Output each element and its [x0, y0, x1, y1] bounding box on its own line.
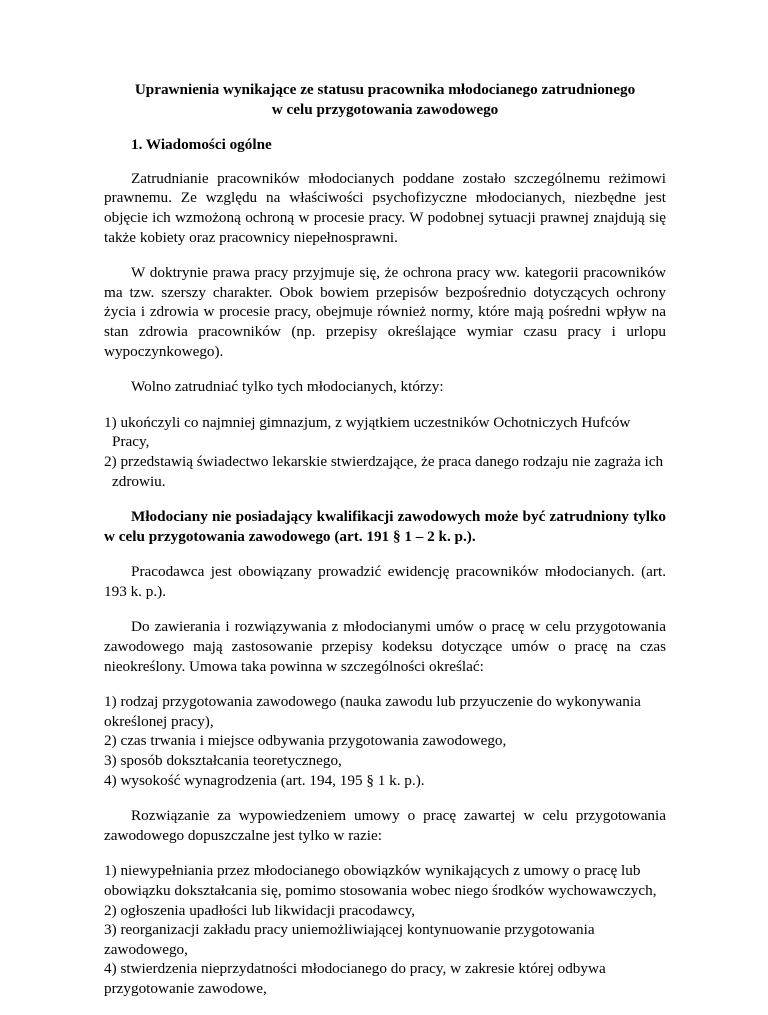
list-item: 2) przedstawią świadectwo lekarskie stwierdzające, że praca danego rodzaju nie zagraża ich zdrowiu.: [104, 452, 664, 490]
paragraph-doctrine: W doktrynie prawa pracy przyjmuje się, że ochrona pracy ww. kategorii pracowników ma tzw. szerszy charakter. Obok bowiem przepisów bezpośrednio dotyczących ochrony życia i zdrowia w procesie pracy, obejmuje również normy, które mają pośredni wpływ na stan zdrowia pracowników (np. przepisy określające wymiar czasu pracy i urlopu wypoczynkowego).: [104, 264, 666, 360]
paragraph-bold-rule: Młodociany nie posiadający kwalifikacji zawodowych może być zatrudniony tylko w celu przygotowania zawodowego (art. 191 § 1 – 2 k. p.).: [104, 508, 666, 545]
document-page: [104, 80, 666, 1015]
document-title-line-1: Uprawnienia wynikające ze statusu pracownika młodocianego zatrudnionego: [134, 81, 636, 98]
paragraph-contracts: Do zawierania i rozwiązywania z młodocianymi umów o pracę w celu przygotowania zawodowego mają zastosowanie przepisy kodeksu dotyczące umów o pracę na czas nieokreślony. Umowa taka powinna w szczególności określać:: [104, 618, 666, 675]
list-item: 2) czas trwania i miejsce odbywania przygotowania zawodowego,: [104, 732, 507, 750]
list-item: 1) niewypełniania przez młodocianego obowiązków wynikających z umowy o pracę lub obowiązku dokształcania się, pomimo stosowania wobec niego środków wychowawczych,: [104, 862, 657, 899]
document-title: [104, 80, 666, 119]
paragraph-intro: Zatrudnianie pracowników młodocianych poddane zostało szczególnemu reżimowi prawnemu. Ze względu na właściwości psychofizyczne młodocianych, niezbędne jest objęcie ich wzmożoną ochroną w procesie pracy. W podobnej sytuacji prawnej znajdują się także kobiety oraz pracownicy niepełnosprawni.: [104, 169, 666, 246]
paragraph-employment-conditions: Wolno zatrudniać tylko tych młodocianych, którzy:: [131, 378, 444, 396]
document-title-line-2: w celu przygotowania zawodowego: [271, 100, 499, 118]
conditions-list: [104, 413, 666, 491]
contract-terms-list: [104, 692, 666, 790]
section-heading: 1. Wiadomości ogólne: [131, 136, 272, 154]
paragraph-records: Pracodawca jest obowiązany prowadzić ewidencję pracowników młodocianych. (art. 193 k. p.).: [104, 563, 666, 600]
paragraph-termination: Rozwiązanie za wypowiedzeniem umowy o pracę zawartej w celu przygotowania zawodowego dopuszczalne jest tylko w razie:: [104, 807, 666, 844]
list-item: 4) wysokość wynagrodzenia (art. 194, 195 § 1 k. p.).: [104, 771, 425, 789]
termination-list: [104, 861, 666, 998]
list-item: 3) reorganizacji zakładu pracy uniemożliwiającej kontynuowanie przygotowania zawodowego,: [104, 921, 595, 958]
list-item: 1) rodzaj przygotowania zawodowego (nauka zawodu lub przyuczenie do wykonywania określonej pracy),: [104, 693, 641, 730]
list-item: 1) ukończyli co najmniej gimnazjum, z wyjątkiem uczestników Ochotniczych Hufców Pracy,: [104, 413, 631, 451]
list-item: 4) stwierdzenia nieprzydatności młodocianego do pracy, w zakresie której odbywa przygotowanie zawodowe,: [104, 960, 606, 997]
list-item: 3) sposób dokształcania teoretycznego,: [104, 752, 342, 770]
list-item: 2) ogłoszenia upadłości lub likwidacji pracodawcy,: [104, 901, 416, 919]
